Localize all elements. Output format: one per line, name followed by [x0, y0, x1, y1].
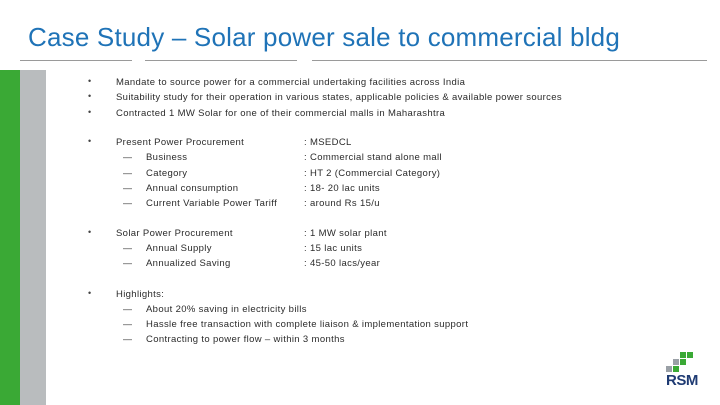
solar-row-label: Annual Supply — [146, 243, 212, 254]
highlight-item: About 20% saving in electricity bills — [146, 304, 307, 315]
dash-icon: — — [123, 183, 132, 193]
intro-line: Mandate to source power for a commercial undertaking facilities across India — [116, 77, 466, 88]
highlight-item: Hassle free transaction with complete liaison & implementation support — [146, 319, 469, 330]
present-row-label: Current Variable Power Tariff — [146, 198, 278, 209]
present-row-value: : around Rs 15/u — [304, 198, 380, 209]
dash-icon: — — [123, 168, 132, 178]
highlight-item: Contracting to power flow – within 3 months — [146, 334, 345, 345]
present-row-value: : HT 2 (Commercial Category) — [304, 168, 441, 179]
present-row-value: : Commercial stand alone mall — [304, 152, 442, 163]
bullet-icon: • — [88, 107, 92, 117]
bullet-icon: • — [88, 288, 92, 298]
title-divider-middle — [145, 60, 297, 61]
dash-icon: — — [123, 319, 132, 329]
highlights-heading: Highlights: — [116, 289, 165, 300]
dash-icon: — — [123, 152, 132, 162]
title-divider-right — [312, 60, 707, 61]
solar-row-value: : 45-50 lacs/year — [304, 258, 381, 269]
present-row-label: Annual consumption — [146, 183, 239, 194]
intro-line: Contracted 1 MW Solar for one of their commercial malls in Maharashtra — [116, 108, 446, 119]
solar-heading: Solar Power Procurement — [116, 228, 233, 239]
present-row-value: : 18- 20 lac units — [304, 183, 381, 194]
dash-icon: — — [123, 304, 132, 314]
rsm-logo-text: RSM — [666, 372, 698, 389]
solar-row-value: : 15 lac units — [304, 243, 363, 254]
bullet-icon: • — [88, 76, 92, 86]
page-title: Case Study – Solar power sale to commercial bldg — [28, 22, 620, 52]
dash-icon: — — [123, 198, 132, 208]
side-accent-grey — [20, 70, 46, 405]
bullet-icon: • — [88, 227, 92, 237]
dash-icon: — — [123, 243, 132, 253]
title-divider-left — [20, 60, 132, 61]
dash-icon: — — [123, 258, 132, 268]
present-heading-value: : MSEDCL — [304, 137, 352, 148]
present-row-label: Category — [146, 168, 188, 179]
intro-line: Suitability study for their operation in various states, applicable policies & available power sources — [116, 92, 562, 103]
bullet-icon: • — [88, 91, 92, 101]
dash-icon: — — [123, 334, 132, 344]
present-row-label: Business — [146, 152, 188, 163]
solar-row-label: Annualized Saving — [146, 258, 231, 269]
present-heading: Present Power Procurement — [116, 137, 245, 148]
side-accent-green — [0, 70, 20, 405]
bullet-icon: • — [88, 136, 92, 146]
solar-heading-value: : 1 MW solar plant — [304, 228, 387, 239]
